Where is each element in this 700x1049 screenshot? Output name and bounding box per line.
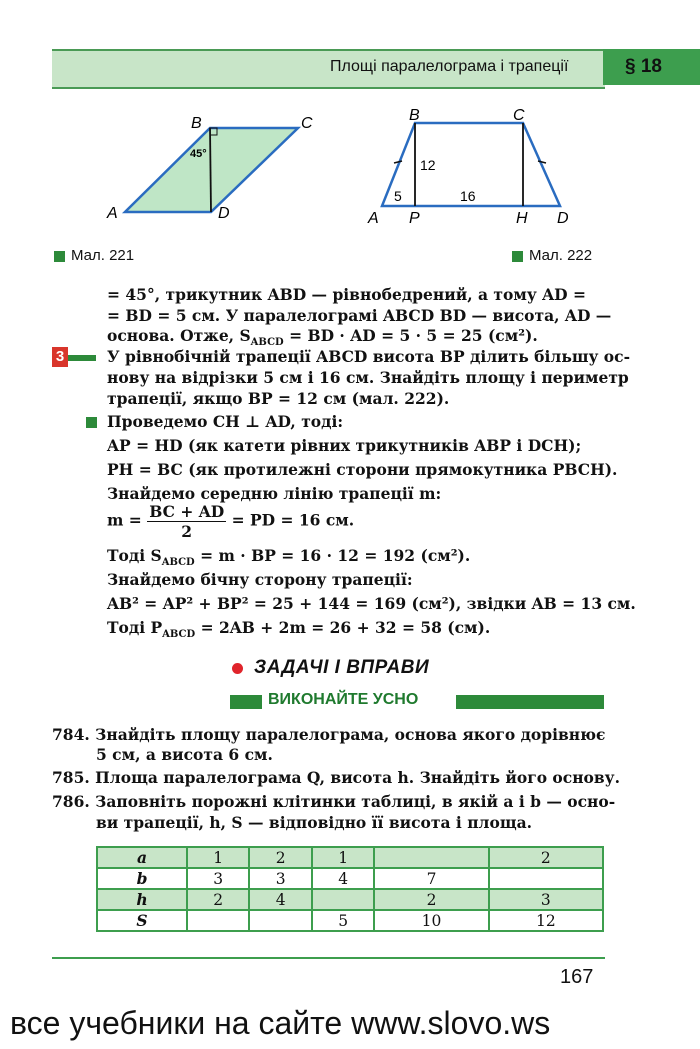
solution-marker: [86, 417, 97, 428]
solution-line: Проведемо CH ⊥ AD, тоді:: [107, 412, 344, 431]
vertex-c: C: [513, 107, 525, 124]
section-number: § 18: [603, 49, 700, 85]
text-line: основа. Отже, $S_{ABCD}$ = BD · AD = 5 · 5 = 25 (см²).: [107, 326, 538, 349]
exercise-786: 786. Заповніть порожні клітинки таблиці, в якій a і b — осно-: [52, 792, 616, 811]
fraction: $\frac{BC + AD}{2}$: [149, 502, 225, 541]
footer-watermark: все учебники на сайте www.slovo.ws: [10, 1005, 551, 1041]
oral-title: ВИКОНАЙТЕ УСНО: [268, 691, 419, 708]
page-number: 167: [560, 966, 594, 988]
vertex-d: D: [218, 205, 230, 222]
table-row: h 2 4 2 3: [97, 889, 603, 910]
vertex-c: C: [301, 115, 313, 132]
tick-ab: [394, 161, 402, 163]
task-text-line: У рівнобічній трапеції ABCD висота BP ділить більшу ос-: [107, 347, 631, 366]
oral-bar-left: [230, 695, 262, 709]
oral-bar-right: [456, 695, 604, 709]
text-line: = 45°, трикутник ABD — рівнобедрений, а тому AD =: [107, 285, 587, 304]
table-row: a 1 2 1 2: [97, 847, 603, 868]
task-number-badge: 3: [52, 347, 68, 367]
angle-label: 45°: [190, 148, 207, 160]
caption-fig221: Мал. 221: [54, 247, 134, 264]
caption-marker: [512, 251, 523, 262]
vertex-a: A: [107, 205, 118, 222]
solution-line: PH = BC (як протилежні сторони прямокутника PBCH).: [107, 460, 618, 479]
exercise-786-cont: ви трапеції, h, S — відповідно її висота і площа.: [96, 813, 533, 832]
tick-cd: [538, 161, 546, 163]
table-row: S 5 10 12: [97, 910, 603, 931]
task-marker-line: [68, 355, 96, 361]
exercise-784: 784. Знайдіть площу паралелограма, основа якого дорівнює: [52, 725, 606, 744]
solution-line: AP = HD (як катети рівних трикутників ABP і DCH);: [107, 436, 582, 455]
text-line: = BD = 5 см. У паралелограмі ABCD BD — висота, AD —: [107, 306, 612, 325]
caption-marker: [54, 251, 65, 262]
bottom-rule: [52, 957, 605, 959]
solution-line: Знайдемо бічну сторону трапеції:: [107, 570, 413, 589]
exercise-784-cont: 5 см, а висота 6 см.: [96, 745, 273, 764]
exercise-785: 785. Площа паралелограма Q, висота h. Знайдіть його основу.: [52, 768, 620, 787]
length-bp: 12: [420, 157, 436, 173]
solution-line: Тоді $S_{ABCD} = m$ · BP = 16 · 12 = 192 (см²).: [107, 546, 471, 569]
page-title: Площі паралелограма і трапеції: [330, 58, 569, 75]
figure-221-parallelogram: [100, 108, 330, 228]
solution-line: Тоді $P_{ABCD} = 2AB + 2m = 26 + 32 = 58$ (см).: [107, 618, 491, 641]
task-text-line: нову на відрізки 5 см і 16 см. Знайдіть площу і периметр: [107, 368, 629, 387]
formula-midline: m = $\frac{BC + AD}{2}$ = PD = 16 см.: [107, 502, 355, 541]
vertex-h: H: [516, 210, 528, 227]
caption-fig222: Мал. 222: [512, 247, 592, 264]
figure-222-trapezoid: [360, 103, 590, 228]
length-ap: 5: [394, 188, 402, 204]
solution-line: Знайдемо середню лінію трапеції m:: [107, 484, 442, 503]
vertex-d: D: [557, 210, 569, 227]
vertex-a: A: [368, 210, 379, 227]
task-text-line: трапеції, якщо BP = 12 см (мал. 222).: [107, 389, 450, 408]
solution-line: AB² = AP² + BP² = 25 + 144 = 169 (см²), звідки AB = 13 см.: [107, 594, 636, 613]
vertex-b: B: [409, 107, 420, 124]
section-title: ЗАДАЧІ І ВПРАВИ: [254, 657, 430, 678]
section-bullet: [232, 663, 243, 674]
table-row: b 3 3 4 7: [97, 868, 603, 889]
height-bd: [210, 128, 211, 212]
vertex-p: P: [409, 210, 420, 227]
vertex-b: B: [191, 115, 202, 132]
length-pd: 16: [460, 188, 476, 204]
trapezoid-table: [96, 846, 604, 932]
